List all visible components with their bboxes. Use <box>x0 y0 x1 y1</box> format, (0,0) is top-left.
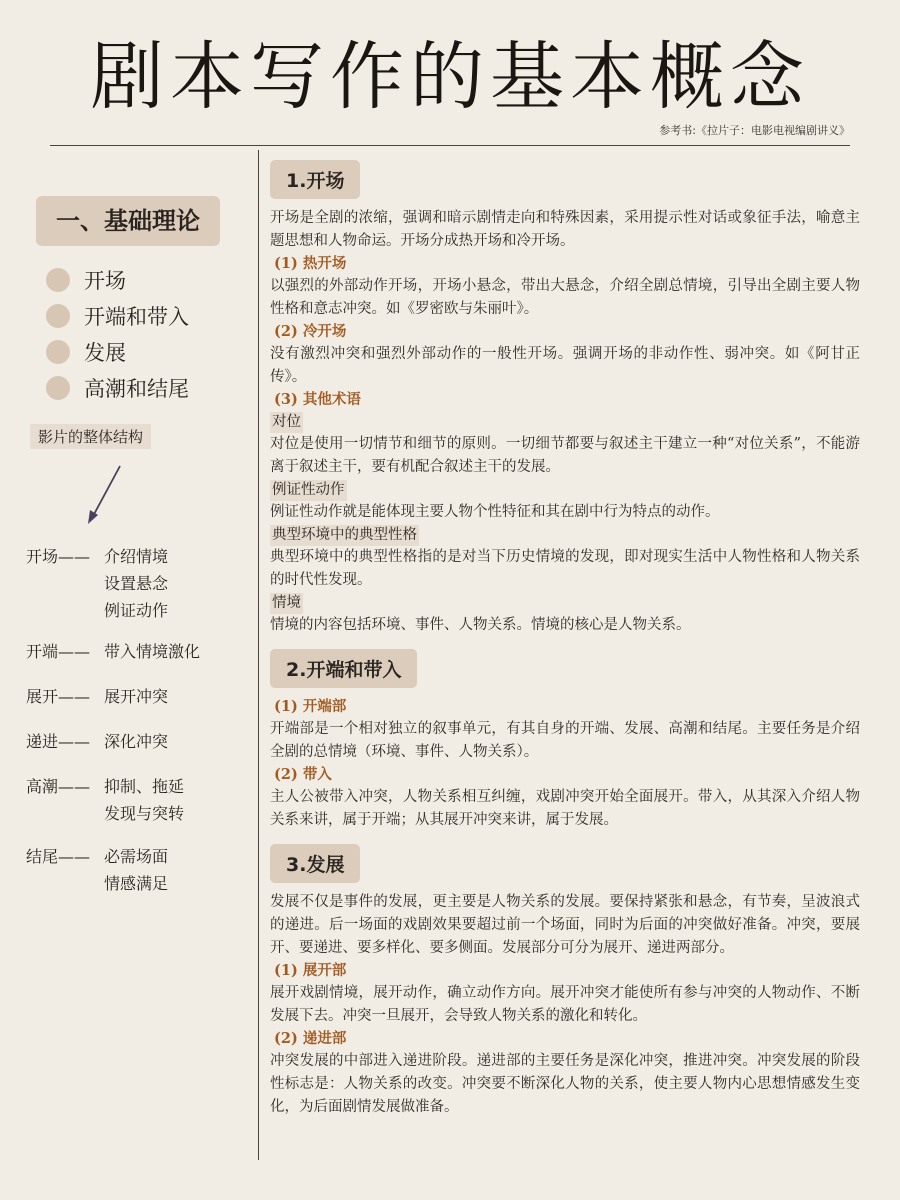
subheading: (3) 其他术语 <box>274 391 361 408</box>
structure-line: 深化冲突 <box>104 732 169 751</box>
paragraph: 开场是全剧的浓缩，强调和暗示剧情走向和特殊因素，采用提示性对话或象征手法，喻意主题思想和人物命运。开场分成热开场和冷开场。 <box>270 210 860 249</box>
paragraph: 没有激烈冲突和强烈外部动作的一般性开场。强调开场的非动作性、弱冲突。如《阿甘正传》。 <box>270 346 860 385</box>
structure-label: 影片的整体结构 <box>30 424 151 449</box>
term-label: 对位 <box>270 412 303 433</box>
structure-line: 例证动作 <box>104 601 169 620</box>
sidebar-heading: 一、基础理论 <box>36 196 220 246</box>
structure-row <box>26 843 169 893</box>
section-heading-development: 3.发展 <box>270 844 360 883</box>
paragraph: 主人公被带入冲突，人物关系相互纠缠，戏剧冲突开始全面展开。带入，从其深入介绍人物关系来讲，属于开端；从其展开冲突来讲，属于发展。 <box>270 789 860 828</box>
subheading: (2) 冷开场 <box>274 323 347 340</box>
structure-line: 抑制、拖延 <box>104 777 185 796</box>
structure-line: 发现与突转 <box>104 804 185 823</box>
structure-row-label: 递进—— <box>26 732 91 751</box>
sidebar-item-label: 高潮和结尾 <box>84 377 189 401</box>
paragraph: 展开戏剧情境，展开动作，确立动作方向。展开冲突才能使所有参与冲突的人物动作、不断发展下去。冲突一旦展开，会导致人物关系的激化和转化。 <box>270 985 860 1024</box>
sidebar-item-label: 开场 <box>84 269 126 293</box>
paragraph: 发展不仅是事件的发展，更主要是人物关系的发展。要保持紧张和悬念，有节奏，呈波浪式的递进。后一场面的戏剧效果要超过前一个场面，同时为后面的冲突做好准备。冲突，要展开、要递进、要多样化、要多侧面。发展部分可分为展开、递进两部分。 <box>270 894 860 956</box>
page-title: 剧本写作的基本概念 <box>90 34 810 120</box>
section-heading-beginning: 2.开端和带入 <box>270 649 417 688</box>
term-label: 典型环境中的典型性格 <box>270 525 419 546</box>
main-content <box>270 160 860 1119</box>
structure-row <box>26 638 201 665</box>
subheading: (1) 热开场 <box>274 255 347 272</box>
subheading: (1) 展开部 <box>274 962 347 979</box>
structure-line: 介绍情境 <box>104 547 169 566</box>
paragraph: 典型环境中的典型性格指的是对当下历史情境的发现，即对现实生活中人物性格和人物关系的时代性发现。 <box>270 549 860 588</box>
subheading: (2) 递进部 <box>274 1030 347 1047</box>
bullet-icon <box>46 376 70 400</box>
term-label: 例证性动作 <box>270 480 347 501</box>
section-heading-opening: 1.开场 <box>270 160 360 199</box>
sidebar-item-label: 开端和带入 <box>84 305 189 329</box>
structure-row-label: 结尾—— <box>26 847 91 866</box>
structure-row-label: 高潮—— <box>26 777 91 796</box>
paragraph: 例证性动作就是能体现主要人物个性特征和其在剧中行为特点的动作。 <box>270 504 720 520</box>
paragraph: 冲突发展的中部进入递进阶段。递进部的主要任务是深化冲突，推进冲突。冲突发展的阶段性标志是：人物关系的改变。冲突要不断深化人物的关系，使主要人物内心思想情感发生变化，为后面剧情发展做准备。 <box>270 1053 860 1115</box>
paragraph: 情境的内容包括环境、事件、人物关系。情境的核心是人物关系。 <box>270 617 691 633</box>
structure-row-label: 开场—— <box>26 547 91 566</box>
bullet-icon <box>46 340 70 364</box>
structure-line: 情感满足 <box>104 874 169 893</box>
subheading: (2) 带入 <box>274 766 332 783</box>
sidebar-topic-list <box>46 262 189 406</box>
subheading: (1) 开端部 <box>274 698 347 715</box>
sidebar-item-label: 发展 <box>84 341 126 365</box>
paragraph: 对位是使用一切情节和细节的原则。一切细节都要与叙述主干建立一种“对位关系”，不能游离于叙述主干，要有机配合叙述主干的发展。 <box>270 436 860 475</box>
paragraph: 开端部是一个相对独立的叙事单元，有其自身的开端、发展、高潮和结尾。主要任务是介绍全剧的总情境（环境、事件、人物关系）。 <box>270 721 860 760</box>
structure-row <box>26 773 185 823</box>
structure-row <box>26 543 169 620</box>
sidebar-item <box>46 334 189 370</box>
sidebar-item <box>46 262 189 298</box>
structure-row-label: 开端—— <box>26 642 91 661</box>
bullet-icon <box>46 268 70 292</box>
structure-line: 设置悬念 <box>104 574 169 593</box>
structure-line: 带入情境激化 <box>104 642 201 661</box>
structure-line: 必需场面 <box>104 847 169 866</box>
structure-row <box>26 683 169 710</box>
header-divider <box>50 145 850 146</box>
bullet-icon <box>46 304 70 328</box>
sidebar-item <box>46 370 189 406</box>
arrow-down-left-icon <box>82 462 126 526</box>
structure-row <box>26 728 169 755</box>
reference-note: 参考书:《拉片子：电影电视编剧讲义》 <box>659 124 850 137</box>
term-label: 情境 <box>270 593 303 614</box>
structure-line: 展开冲突 <box>104 687 169 706</box>
paragraph: 以强烈的外部动作开场，开场小悬念，带出大悬念，介绍全剧总情境，引导出全剧主要人物性格和意志冲突。如《罗密欧与朱丽叶》。 <box>270 278 860 317</box>
structure-row-label: 展开—— <box>26 687 91 706</box>
column-divider <box>258 150 259 1160</box>
sidebar-item <box>46 298 189 334</box>
